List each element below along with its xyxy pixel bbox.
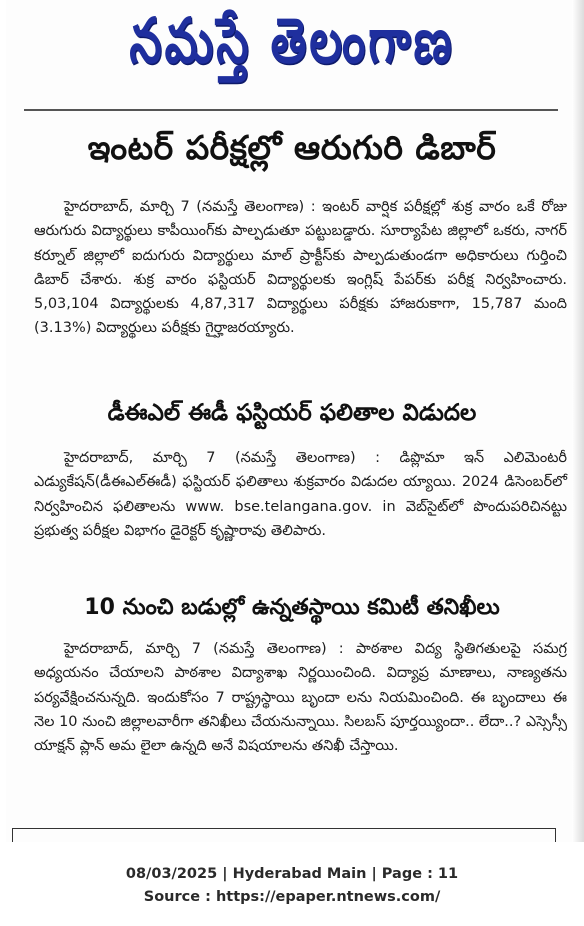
- article-2-headline: డీఈఎల్ ఈడీ ఫస్టియర్ ఫలితాల విడుదల: [107, 400, 477, 426]
- article-3-body: హైదరాబాద్, మార్చి 7 (నమస్తే తెలంగాణ) : పాఠశాల విద్య స్థితిగతులపై సమగ్ర అధ్యయనం చేయాలని పాఠశాల విద్యాశాఖ నిర్ణయించింది. విద్యాప్ర మాణాలు, నాణ్యతను పర్యవేక్షించనున్నది. ఇందుకోసం 7 రాష్ట్రస్థాయి బృందా లను నియమించింది. ఈ బృందాలు ఈ నెల 10 నుంచి జిల్లాలవారీగా తనిఖీలు చేయనున్నాయి. సిలబస్ పూర్తయ్యిందా.. లేదా..? ఎస్సెస్సీ యాక్షన్ ప్లాన్ అమ లైలా ఉన్నది అనే విషయాలను తనిఖీ చేస్తాయి.: [34, 641, 567, 755]
- newspaper-clipping: [6, 0, 578, 842]
- article-1-headline: ఇంటర్ పరీక్షల్లో ఆరుగురి డిబార్: [87, 128, 497, 167]
- article-2-body: హైదరాబాద్, మార్చి 7 (నమస్తే తెలంగాణ) : డిప్లొమా ఇన్ ఎలిమెంటరీ ఎడ్యుకేషన్(డీఈఎల్ఈడీ) ఫస్టియర్ ఫలితాలు శుక్రవారం విడుదల య్యాయి. 2024 డిసెంబర్‌లో నిర్వహించిన ఫలితాలను www. bse.telangana.gov. in వెబ్‌సైట్‌లో పొందుపరిచినట్టు ప్రభుత్వ పరీక్షల విభాగం డైరెక్టర్ కృష్ణారావు తెలిపారు.: [34, 450, 567, 539]
- article-3-headline: 10 నుంచి బడుల్లో ఉన్నతస్థాయి కమిటీ తనిఖీలు: [84, 595, 500, 620]
- article-1-body: హైదరాబాద్, మార్చి 7 (నమస్తే తెలంగాణ) : ఇంటర్ వార్షిక పరీక్షల్లో శుక్ర వారం ఒకే రోజు ఆరుగురు విద్యార్థులు కాపీయింగ్‌కు పాల్పడుతూ పట్టుబడ్డారు. సూర్యాపేట జిల్లాలో ఒకరు, నాగర్ కర్నూల్ జిల్లాలో ఐదుగురు విద్యార్థులు మాల్ ప్రాక్టీస్‌కు పాల్పడుతుండగా అధికారులు గుర్తించి డిబార్ చేశారు. శుక్ర వారం ఫస్టియర్ విద్యార్థులకు ఇంగ్లిష్ పేపర్‌కు పరీక్ష నిర్వహించారు. 5,03,104 విద్యార్థులకు 4,87,317 విద్యార్థులు పరీక్షకు హాజరుకాగా, 15,787 మంది (3.13%) విద్యార్థులు పరీక్షకు గైర్హాజరయ్యారు.: [34, 199, 567, 337]
- masthead-title: నమస్తే తెలంగాణ: [129, 4, 455, 77]
- masthead: [6, 0, 578, 92]
- bottom-box-frame: [12, 828, 556, 842]
- page-edge-shadow: [572, 0, 584, 842]
- footer-source: Source : https://epaper.ntnews.com/: [143, 889, 441, 905]
- masthead-divider: [24, 109, 558, 111]
- footer-dateline: 08/03/2025 | Hyderabad Main | Page : 11: [125, 866, 459, 882]
